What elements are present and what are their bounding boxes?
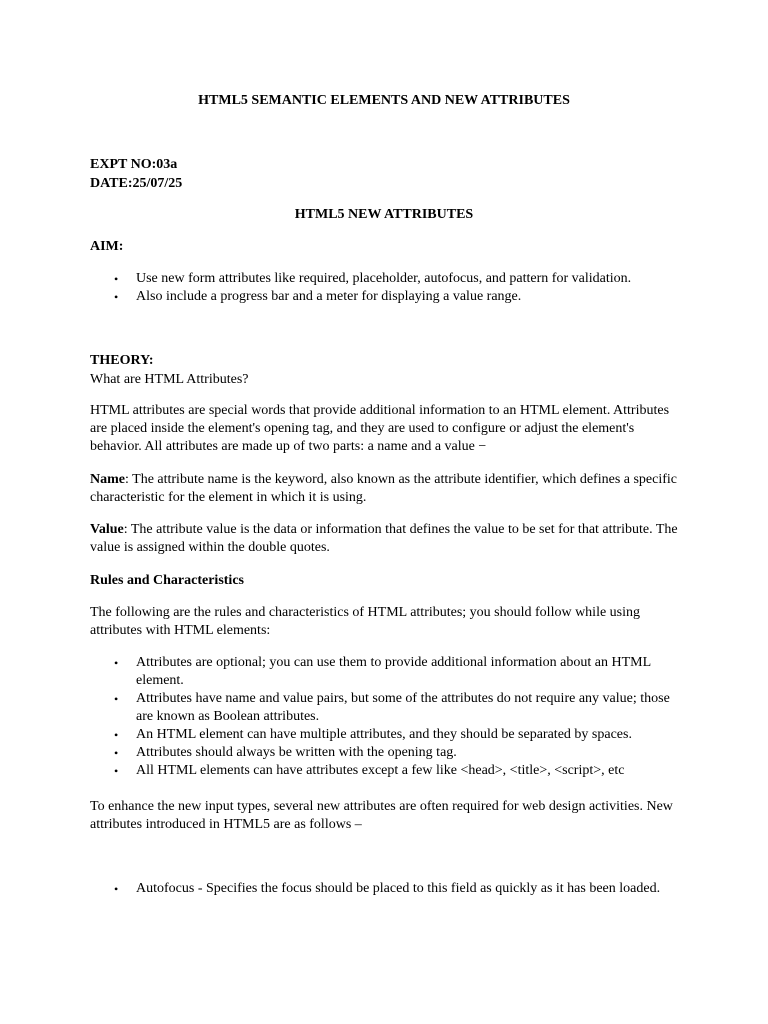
name-text: : The attribute name is the keyword, also known as the attribute identifier, which defines a specific characteristic for the element in which it is using.	[90, 472, 678, 505]
aim-list	[90, 270, 686, 306]
new-attributes-list	[90, 880, 686, 898]
theory-question: What are HTML Attributes?	[90, 372, 249, 387]
list-item: • All HTML elements can have attributes except a few like <head>, <title>, <script>, etc	[114, 763, 625, 778]
bullet-icon: •	[114, 882, 119, 896]
bullet-icon: •	[114, 746, 119, 760]
list-item: • Autofocus - Specifies the focus should be placed to this field as quickly as it has been loaded.	[114, 881, 661, 896]
bullet-icon: •	[114, 728, 119, 742]
bullet-icon: •	[114, 692, 119, 706]
list-item: • Attributes are optional; you can use them to provide additional information about an HTML element.	[114, 655, 651, 688]
value-label: Value	[90, 522, 124, 537]
list-item: • Attributes should always be written with the opening tag.	[114, 745, 457, 760]
new-attributes-intro-paragraph: To enhance the new input types, several new attributes are often required for web design activities. New attributes introduced in HTML5 are as follows –	[90, 799, 673, 832]
list-item: • An HTML element can have multiple attributes, and they should be separated by spaces.	[114, 727, 632, 742]
bullet-icon: •	[114, 764, 119, 778]
bullet-icon: •	[114, 656, 119, 670]
rules-intro-paragraph: The following are the rules and characteristics of HTML attributes; you should follow while using attributes with HTML elements:	[90, 605, 641, 638]
name-definition-paragraph	[90, 471, 686, 507]
rules-list	[90, 654, 686, 780]
experiment-number: EXPT NO:03a	[90, 157, 178, 172]
list-item: • Attributes have name and value pairs, but some of the attributes do not require any value; those are known as Boolean attributes.	[114, 691, 670, 724]
document-title: HTML5 SEMANTIC ELEMENTS AND NEW ATTRIBUTES	[198, 93, 570, 108]
value-definition-paragraph	[90, 521, 686, 557]
bullet-icon: •	[114, 290, 119, 304]
section-subtitle: HTML5 NEW ATTRIBUTES	[294, 207, 474, 222]
rules-heading: Rules and Characteristics	[90, 573, 244, 588]
value-text: : The attribute value is the data or information that defines the value to be set for that attribute. The value is assigned within the double quotes.	[90, 522, 678, 555]
experiment-date: DATE:25/07/25	[90, 176, 183, 191]
theory-intro-paragraph: HTML attributes are special words that provide additional information to an HTML element. Attributes are placed inside the element's opening tag, and they are used to configure or adjust the element's behavior. All attributes are made up of two parts: a name and a value −	[90, 403, 670, 454]
list-item: • Also include a progress bar and a meter for displaying a value range.	[114, 289, 522, 304]
aim-heading: AIM:	[90, 239, 124, 254]
name-label: Name	[90, 472, 125, 487]
bullet-icon: •	[114, 272, 119, 286]
list-item: • Use new form attributes like required, placeholder, autofocus, and pattern for validation.	[114, 271, 632, 286]
theory-heading: THEORY:	[90, 353, 154, 368]
